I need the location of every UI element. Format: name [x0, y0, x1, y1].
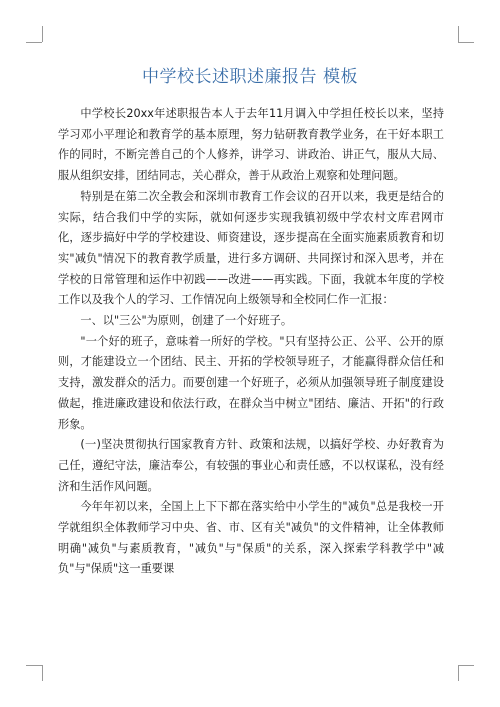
- section-heading: 一、以"三公"为原则，创建了一个好班子。: [80, 314, 293, 328]
- document-title: 中学校长述职述廉报告 模板: [142, 67, 358, 87]
- paragraph: "一个好的班子，意味着一所好的学校。"只有坚持公正、公平、公开的原则，才能建设立一个团结、民主、开拓的学校领导班子，才能赢得群众信任和支持，激发群众的活力。而要创建一个好班子，必须从加强领导班子制度建设做起，推进廉政建设和依法行政，在群众当中树立"团结、廉洁、开拓"的行政形象。: [58, 334, 444, 431]
- crop-mark-bottom-right: [458, 665, 474, 666]
- crop-mark-top-right: [458, 42, 474, 43]
- crop-mark-top-right: [458, 26, 459, 42]
- document-body: [58, 104, 444, 580]
- paragraph: (一)坚决贯彻执行国家教育方针、政策和法规，以搞好学校、办好教育为己任，遵纪守法，廉洁奉公，有较强的事业心和责任感，不以权谋私，没有经济和生活作风问题。: [58, 438, 444, 493]
- paragraph: 中学校长20xx年述职报告本人于去年11月调入中学担任校长以来，坚持学习邓小平理论和教育学的基本原理，努力钻研教育教学业务，在干好本职工作的同时，不断完善自己的个人修养，讲学习、讲政治、讲正气，服从大局、服从组织安排，团结同志，关心群众，善于从政治上观察和处理问题。: [58, 107, 444, 183]
- crop-mark-bottom-left: [42, 665, 43, 681]
- crop-mark-top-left: [26, 42, 42, 43]
- paragraph: 特别是在第二次全教会和深圳市教育工作会议的召开以来，我更是结合的实际，结合我们中学的实际，就如何逐步实现我镇初级中学农村文库君网市化，逐步搞好中学的学校建设、师资建设，逐步提高在全面实施素质教育和切实"减负"情况下的教育教学质量，进行多方调研、共同探讨和深入思考，并在学校的日常管理和运作中初践——改进——再实践。下面，我就本年度的学校工作以及我个人的学习、工作情况向上级领导和全校同仁作一汇报：: [58, 189, 444, 307]
- crop-mark-top-left: [42, 26, 43, 42]
- crop-mark-bottom-right: [458, 665, 459, 681]
- paragraph: 今年年初以来，全国上上下下都在落实给中小学生的"减负"总是我校一开学就组织全体教师学习中央、省、市、区有关"减负"的文件精神，让全体教师明确"减负"与素质教育，"减负"与"保质"的关系，深入探索学科教学中"减负"与"保质"这一重要课: [58, 500, 444, 576]
- crop-mark-bottom-left: [26, 665, 42, 666]
